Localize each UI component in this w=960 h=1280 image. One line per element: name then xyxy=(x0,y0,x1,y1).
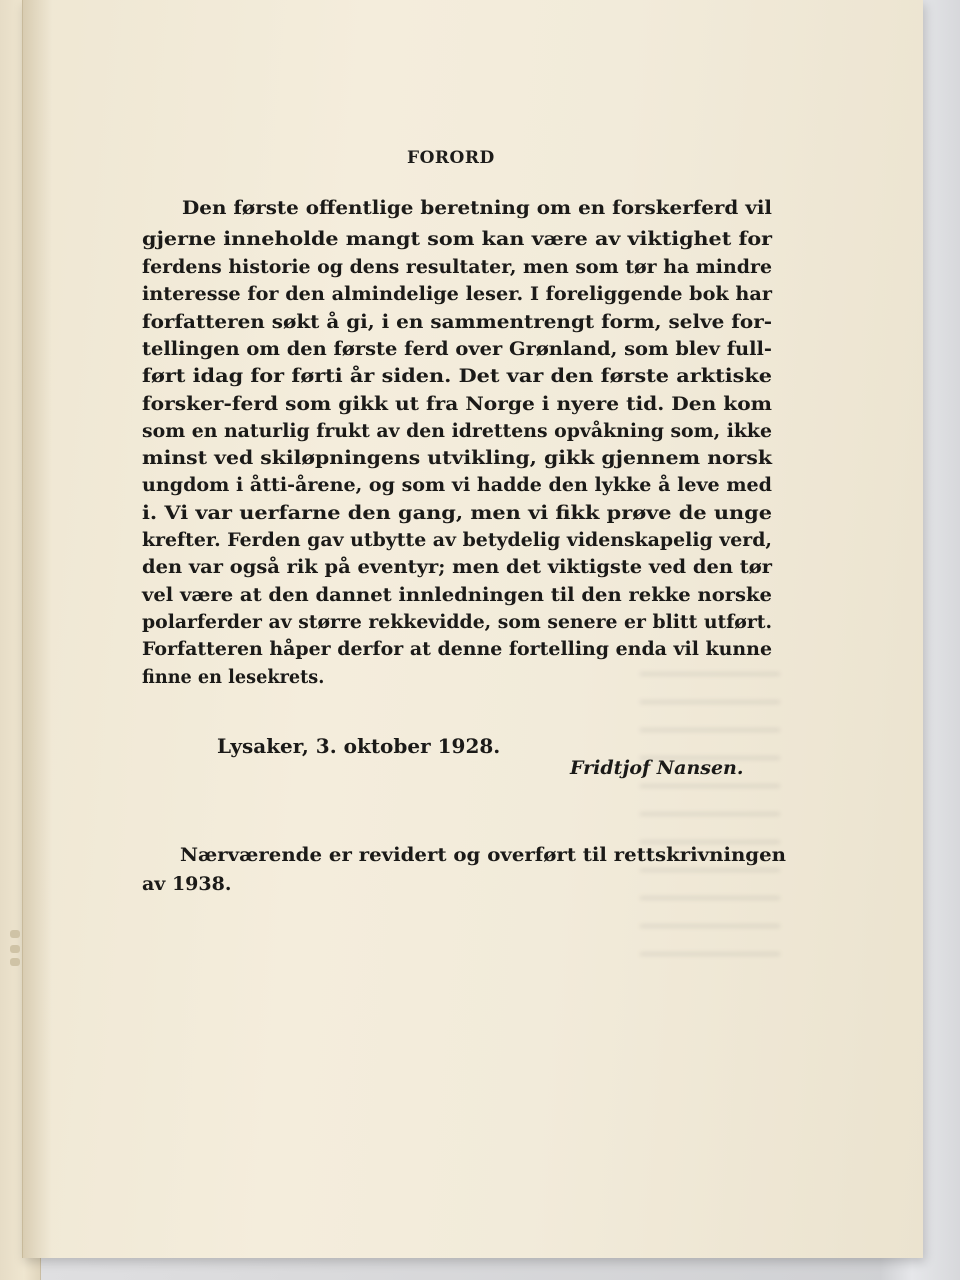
binding-stitch xyxy=(10,958,20,966)
paragraph-line: Forfatteren håper derfor at denne fortelling enda vil kunne xyxy=(142,638,772,660)
spine-shadow xyxy=(22,0,52,1258)
paragraph-line: gjerne inneholde mangt som kan være av viktighet for xyxy=(142,228,772,250)
paragraph-line: ferdens historie og dens resultater, men som tør ha mindre xyxy=(142,256,772,278)
paragraph-line: den var også rik på eventyr; men det viktigste ved den tør xyxy=(142,556,772,578)
paragraph-line: ungdom i åtti-årene, og som vi hadde den lykke å leve med xyxy=(142,474,772,496)
show-through-text xyxy=(640,672,780,962)
dateline: Lysaker, 3. oktober 1928. xyxy=(217,734,501,758)
paragraph-line: i. Vi var uerfarne den gang, men vi fikk prøve de unge xyxy=(142,502,772,524)
binding-stitch xyxy=(10,930,20,938)
paragraph-line: interesse for den almindelige leser. I foreliggende bok har xyxy=(142,283,772,305)
paragraph-line: polarferder av større rekkevidde, som senere er blitt utført. xyxy=(142,611,772,633)
binding-stitch xyxy=(10,945,20,953)
paragraph-line: som en naturlig frukt av den idrettens opvåkning som, ikke xyxy=(142,420,772,442)
paragraph-line: minst ved skiløpningens utvikling, gikk gjennem norsk xyxy=(142,447,772,469)
paragraph-line: forfatteren søkt å gi, i en sammentrengt form, selve for- xyxy=(142,311,773,333)
paragraph-line: krefter. Ferden gav utbytte av betydelig videnskapelig verd, xyxy=(142,529,772,551)
revision-note-line: Nærværende er revidert og overført til rettskrivningen xyxy=(180,844,786,866)
paragraph-line: forsker-ferd som gikk ut fra Norge i nyere tid. Den kom xyxy=(142,393,772,415)
revision-note-line: av 1938. xyxy=(142,873,232,895)
paragraph-line: ført idag for førti år siden. Det var den første arktiske xyxy=(142,365,772,387)
page-title: FORORD xyxy=(407,148,495,168)
author-signature: Fridtjof Nansen. xyxy=(570,757,744,779)
paragraph-line: finne en lesekrets. xyxy=(142,666,325,688)
paragraph-line: tellingen om den første ferd over Grønland, som blev full- xyxy=(142,338,772,360)
paragraph-line: Den første offentlige beretning om en forskerferd vil xyxy=(182,197,772,219)
paragraph-line: vel være at den dannet innledningen til den rekke norske xyxy=(142,584,772,606)
